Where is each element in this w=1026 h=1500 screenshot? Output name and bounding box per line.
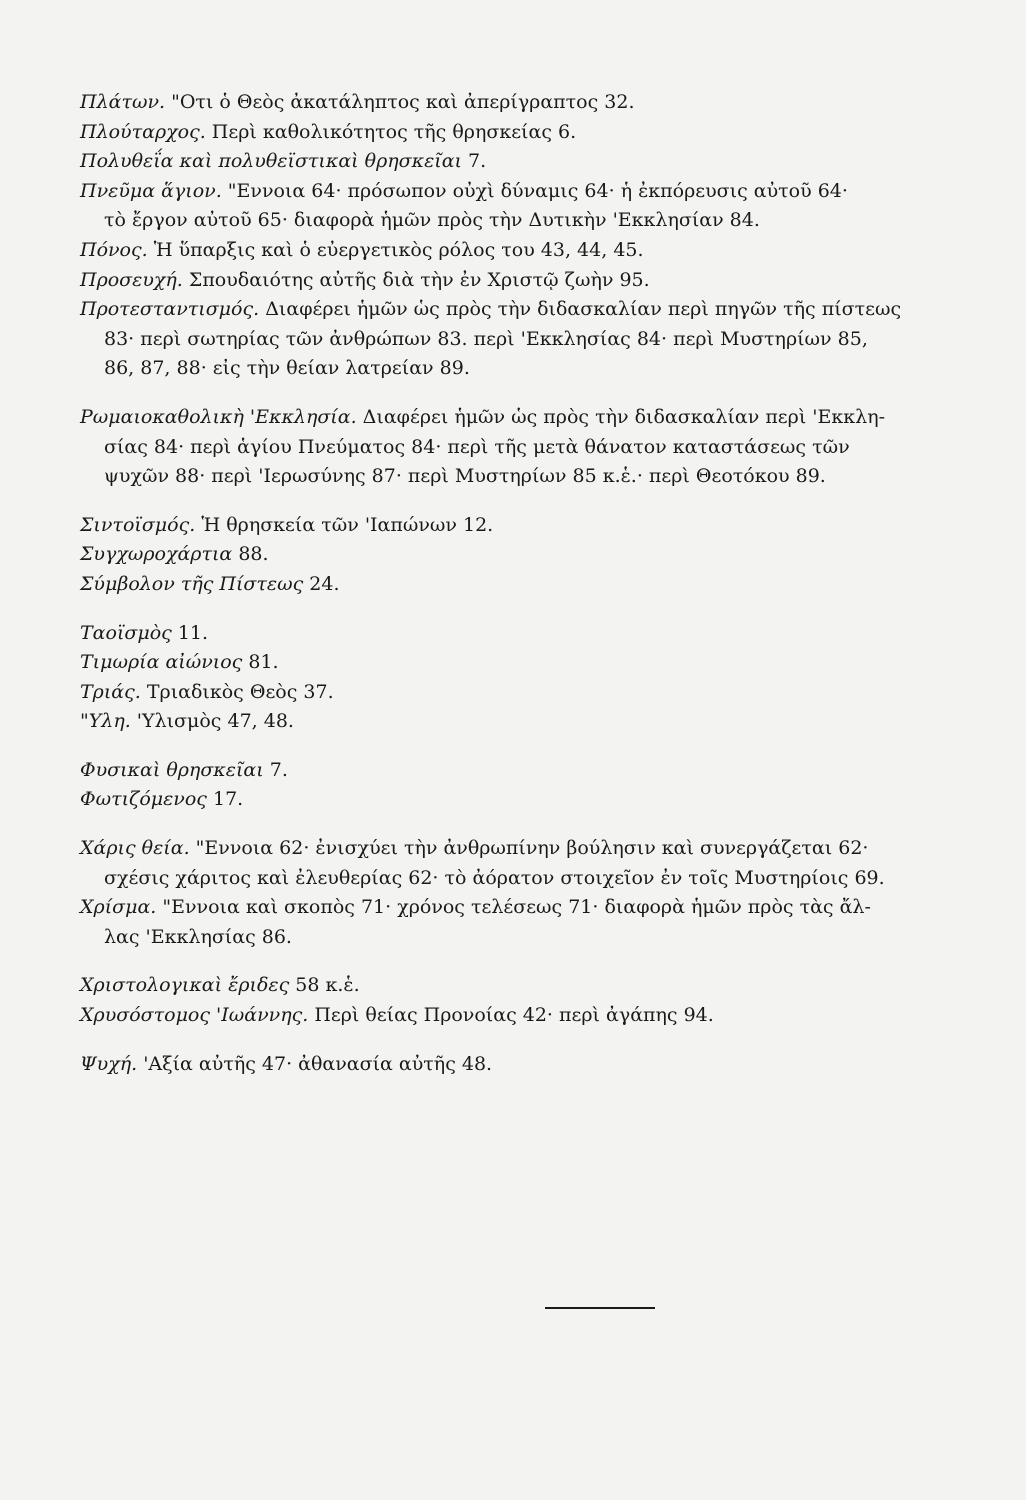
entry-text: Ἡ ὕπαρξις καὶ ὁ εὐεργετικὸς ρόλος του 43, 44, 45. [153, 238, 644, 261]
entry-heading: Χρυσόστομος 'Ιωάννης. [80, 1004, 309, 1027]
entry-text: Περὶ καθολικότητος τῆς θρησκείας 6. [211, 120, 577, 143]
entry-heading: Χριστολογικαὶ ἔριδες [80, 974, 290, 997]
entry-text: Περὶ θείας Προνοίας 42· περὶ ἀγάπης 94. [314, 1004, 714, 1027]
entry-text: 7. [269, 758, 288, 781]
entry-text: "Εννοια 62· ἐνισχύει τὴν ἀνθρωπίνην βούλησιν καὶ συνεργάζεται 62· [195, 837, 869, 860]
entry-heading: Ψυχή. [80, 1052, 138, 1075]
entry-heading: Προσευχή. [80, 268, 183, 291]
entry-heading: Χρίσμα. [80, 896, 157, 919]
entry-heading: Συγχωροχάρτια [80, 543, 233, 566]
index-entry-psyche [80, 1050, 946, 1080]
entry-heading: Προτεσταντισμός. [80, 298, 260, 321]
entry-text-continuation: σχέσις χάριτος καὶ ἐλευθερίας 62· τὸ ἀόρατον στοιχεῖον ἐν τοῖς Μυστηρίοις 69. [104, 866, 885, 889]
entry-text: 7. [468, 150, 487, 173]
entry-text: Σπουδαιότης αὐτῆς διὰ τὴν ἐν Χριστῷ ζωὴν 95. [188, 268, 650, 291]
entry-text: "Εννοια καὶ σκοπὸς 71· χρόνος τελέσεως 71· διαφορὰ ἡμῶν πρὸς τὰς ἄλ- [162, 896, 871, 919]
entry-heading: Σιντοϊσμός. [80, 513, 196, 536]
index-entry-sintoismos [80, 511, 946, 541]
entry-text: 'Αξία αὐτῆς 47· ἀθανασία αὐτῆς 48. [143, 1052, 493, 1075]
index-entry-ponos [80, 236, 946, 266]
index-entry-chrysostomos [80, 1001, 946, 1031]
index-entry-timoria [80, 648, 946, 678]
entry-heading: Φωτιζόμενος [80, 788, 207, 811]
entry-text: 11. [177, 621, 209, 644]
entry-text: 24. [309, 572, 340, 595]
entry-text-continuation: 83· περὶ σωτηρίας τῶν ἀνθρώπων 83. περὶ 'Εκκλησίας 84· περὶ Μυστηρίων 85, [104, 327, 868, 350]
index-entry-taoismos [80, 619, 946, 649]
entry-heading: Ρωμαιοκαθολικὴ 'Εκκλησία. [80, 405, 357, 428]
entry-text: "Οτι ὁ Θεὸς ἀκατάληπτος καὶ ἀπερίγραπτος 32. [171, 91, 635, 113]
entry-text-continuation: λας 'Εκκλησίας 86. [104, 925, 292, 948]
index-entry-protestantismos [80, 295, 946, 384]
entry-text: 81. [248, 651, 279, 674]
entry-text: Διαφέρει ἡμῶν ὡς πρὸς τὴν διδασκαλίαν περὶ πηγῶν τῆς πίστεως [265, 298, 902, 321]
entry-heading: Σύμβολον τῆς Πίστεως [80, 572, 304, 595]
index-entry-symbolon [80, 570, 946, 600]
entry-heading: Τιμωρία αἰώνιος [80, 651, 243, 674]
entry-text: 'Υλισμὸς 47, 48. [136, 710, 294, 733]
entry-heading: "Υλη. [80, 710, 131, 733]
entry-text: Διαφέρει ἡμῶν ὡς πρὸς τὴν διδασκαλίαν περὶ 'Εκκλη- [362, 405, 885, 428]
index-entry-physikai [80, 756, 946, 786]
index-entry-trias [80, 678, 946, 708]
entry-text: 58 κ.ἑ. [295, 974, 360, 997]
entry-text: 17. [213, 788, 244, 811]
subject-index [80, 88, 946, 1079]
index-entry-sygchorochartia [80, 540, 946, 570]
entry-text: "Εννοια 64· πρόσωπον οὐχὶ δύναμις 64· ἡ ἐκπόρευσις αὐτοῦ 64· [227, 179, 848, 202]
entry-heading: Πολυθεΐα καὶ πολυθεϊστικαὶ θρησκεῖαι [80, 150, 462, 173]
entry-heading: Τριάς. [80, 680, 141, 703]
entry-text-continuation: σίας 84· περὶ ἁγίου Πνεύματος 84· περὶ τῆς μετὰ θάνατον καταστάσεως τῶν [104, 435, 850, 458]
index-entry-chrisma [80, 893, 946, 952]
index-entry-pneuma-agion [80, 177, 946, 236]
entry-heading: Πλάτων. [80, 91, 166, 113]
index-entry-charis [80, 834, 946, 893]
index-entry-photizomenos [80, 785, 946, 815]
index-entry-romaiokatholike [80, 403, 946, 492]
entry-heading: Πνεῦμα ἅγιον. [80, 179, 222, 202]
entry-text-continuation: 86, 87, 88· εἰς τὴν θείαν λατρείαν 89. [104, 357, 470, 380]
index-entry-proseuche [80, 266, 946, 296]
entry-text-continuation: ψυχῶν 88· περὶ 'Ιερωσύνης 87· περὶ Μυστηρίων 85 κ.ἑ.· περὶ Θεοτόκου 89. [104, 465, 826, 488]
entry-heading: Πόνος. [80, 238, 148, 261]
bleed-through-text [735, 70, 740, 90]
entry-heading: Χάρις θεία. [80, 837, 190, 860]
entry-heading: Φυσικαὶ θρησκεῖαι [80, 758, 264, 781]
index-entry-platon [80, 88, 946, 118]
index-entry-yle [80, 707, 946, 737]
index-entry-polytheia [80, 147, 946, 177]
entry-text: Τριαδικὸς Θεὸς 37. [146, 680, 334, 703]
entry-heading: Πλούταρχος. [80, 120, 206, 143]
entry-text-continuation: τὸ ἔργον αὐτοῦ 65· διαφορὰ ἡμῶν πρὸς τὴν Δυτικὴν 'Εκκλησίαν 84. [104, 209, 760, 232]
entry-text: 88. [238, 543, 269, 566]
entry-heading: Ταοϊσμὸς [80, 621, 172, 644]
entry-text: Ἡ θρησκεία τῶν 'Ιαπώνων 12. [201, 513, 494, 536]
index-entry-christologikai [80, 971, 946, 1001]
index-entry-ploutarchos [80, 118, 946, 148]
closing-rule [545, 1307, 655, 1309]
